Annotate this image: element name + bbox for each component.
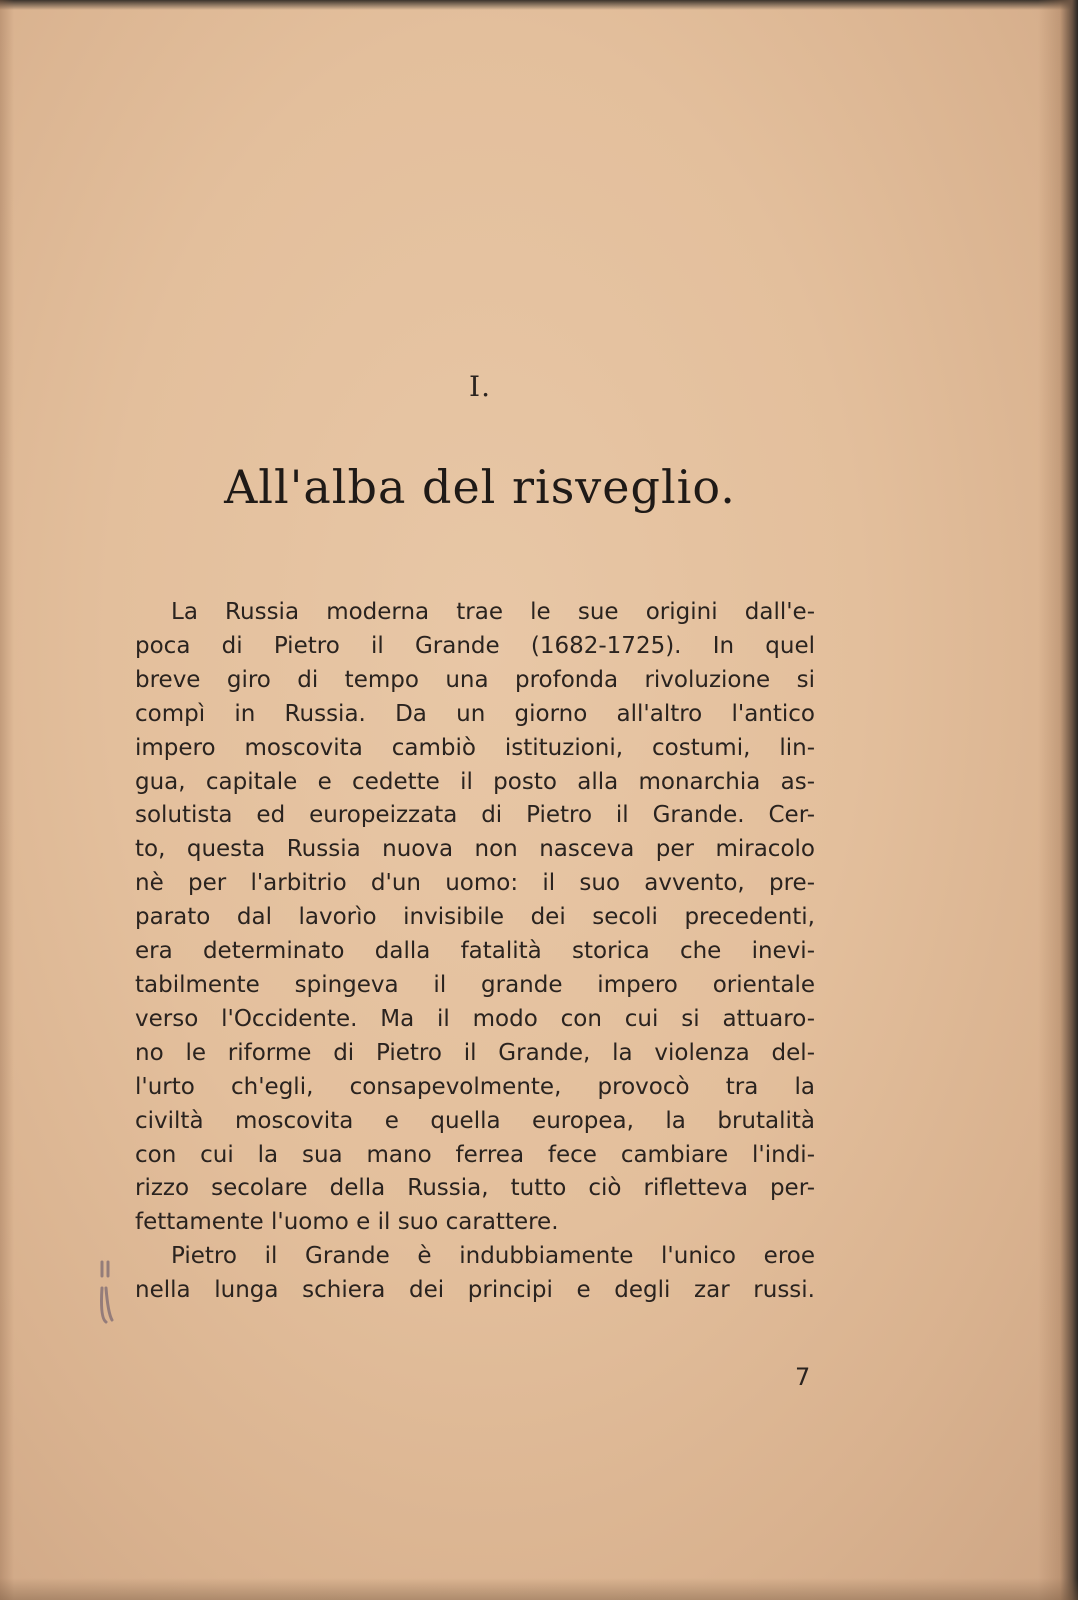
text-line: breve giro di tempo una profonda rivoluzione si: [135, 666, 815, 693]
page-number: 7: [795, 1363, 811, 1391]
text-line: verso l'Occidente. Ma il modo con cui si attuaro-: [135, 1005, 815, 1032]
text-line: con cui la sua mano ferrea fece cambiare l'indi-: [135, 1141, 815, 1168]
text-line: parato dal lavorìo invisibile dei secoli precedenti,: [135, 904, 815, 931]
text-line: l'urto ch'egli, consapevolmente, provocò tra la: [135, 1073, 815, 1100]
text-line: compì in Russia. Da un giorno all'altro l'antico: [135, 700, 815, 727]
text-line: civiltà moscovita e quella europea, la brutalità: [135, 1107, 815, 1134]
text-line: era determinato dalla fatalità storica che inevi-: [135, 938, 815, 965]
text-line: tabilmente spingeva il grande impero orientale: [135, 971, 815, 998]
text-line: gua, capitale e cedette il posto alla monarchia as-: [135, 768, 815, 795]
page-edge-left: [0, 0, 14, 1600]
text-line: rizzo secolare della Russia, tutto ciò rifletteva per-: [135, 1175, 815, 1202]
text-line: nella lunga schiera dei principi e degli zar russi.: [135, 1277, 815, 1304]
text-line: fettamente l'uomo e il suo carattere.: [135, 1209, 559, 1236]
text-line: Pietro il Grande è indubbiamente l'unico eroe: [171, 1243, 815, 1270]
page-edge-top: [0, 0, 1078, 10]
page-edge-bottom: [0, 1578, 1078, 1600]
text-line: nè per l'arbitrio d'un uomo: il suo avvento, pre-: [135, 870, 815, 897]
margin-pencil-mark: [98, 1258, 120, 1328]
text-line: no le riforme di Pietro il Grande, la violenza del-: [135, 1039, 815, 1066]
chapter-title: All'alba del risveglio.: [224, 460, 736, 514]
text-line: solutista ed europeizzata di Pietro il Grande. Cer-: [135, 802, 815, 829]
page-edge-right: [1038, 0, 1078, 1600]
text-line: impero moscovita cambiò istituzioni, costumi, lin-: [135, 734, 815, 761]
text-line: poca di Pietro il Grande (1682-1725). In quel: [135, 632, 815, 659]
body-text: [135, 596, 815, 1308]
chapter-number: I.: [469, 370, 491, 403]
text-line: to, questa Russia nuova non nasceva per miracolo: [135, 836, 815, 863]
text-line: La Russia moderna trae le sue origini dall'e-: [171, 599, 815, 625]
